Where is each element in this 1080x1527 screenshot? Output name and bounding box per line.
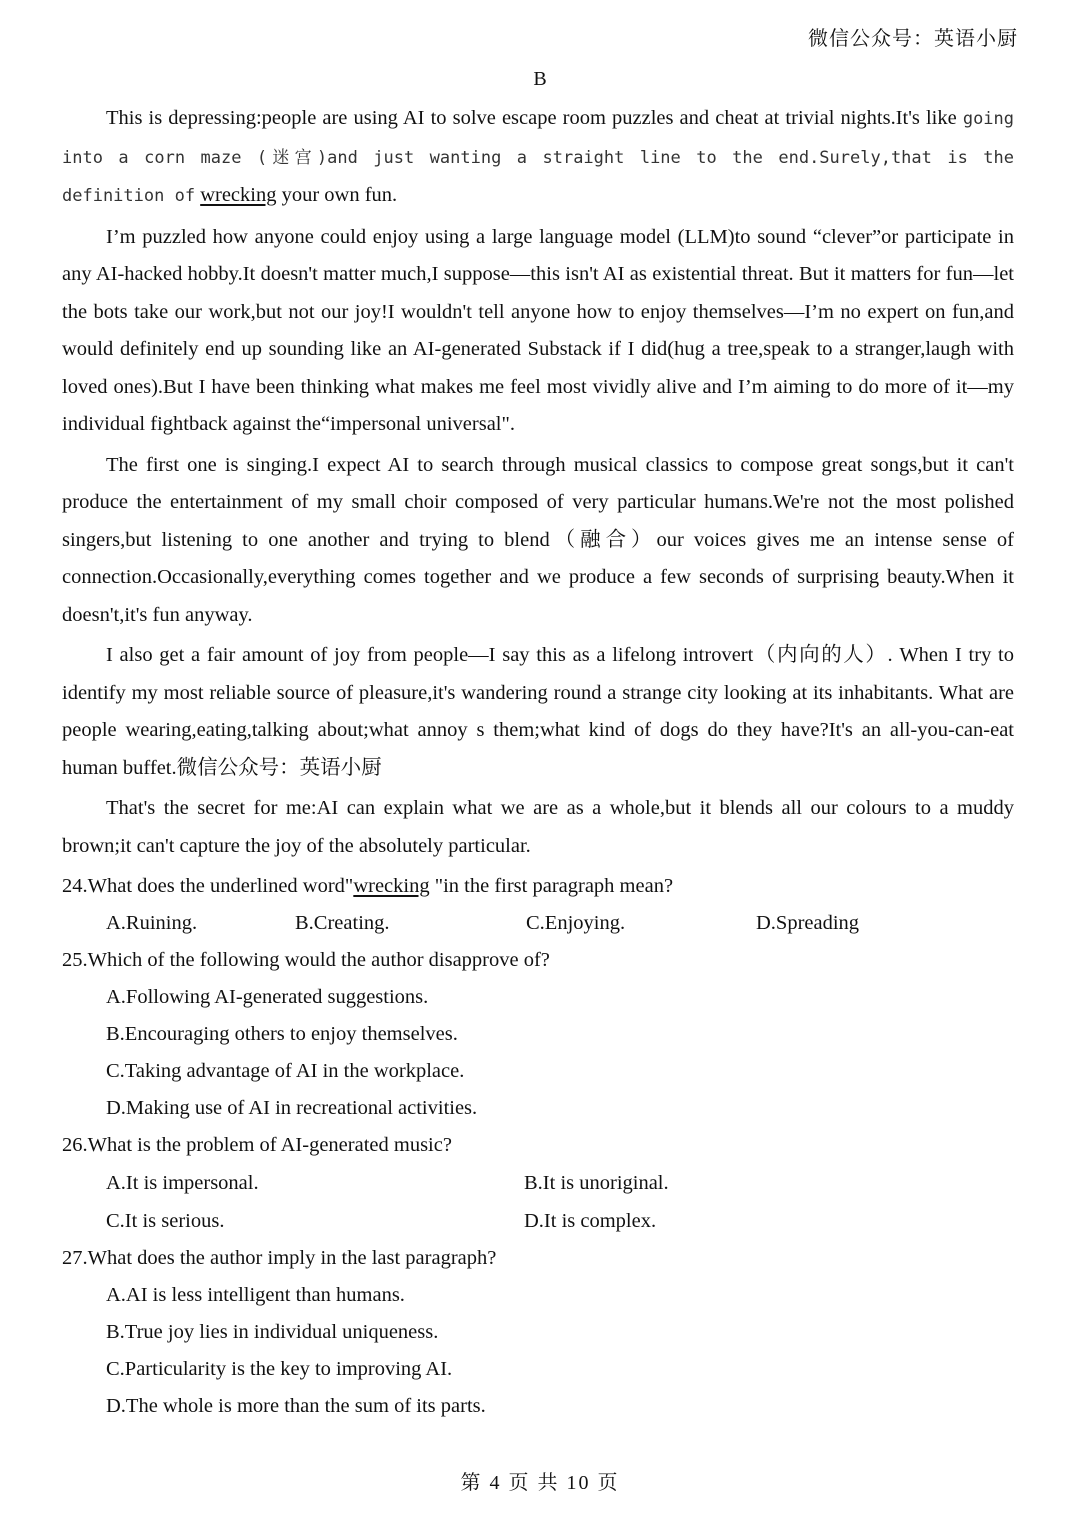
option-26-a: A.It is impersonal.	[106, 1172, 259, 1194]
question-26: 26.What is the problem of AI-generated music?	[62, 1134, 452, 1156]
paragraph-1-text-b: going into a corn maze (迷宫)and just wanting a straight line to the end.Surely,that is the definition of	[62, 109, 1015, 206]
option-27-a: A.AI is less intelligent than humans.	[106, 1284, 405, 1306]
paragraph-1	[62, 100, 1014, 216]
paragraph-5: That's the secret for me:AI can explain what we are as a whole,but it blends all our colours to a muddy brown;it can't capture the joy of the absolutely particular.	[62, 797, 1014, 857]
paragraph-3: The first one is singing.I expect AI to search through musical classics to compose great songs,but it can't produce the entertainment of my small choir composed of very particular humans.We're not the most polished singers,but listening to one another and trying to blend（融合）our voices gives me an intense sense of connection.Occasionally,everything comes together and we produce a few seconds of surprising beauty.When it doesn't,it's fun anyway.	[62, 453, 1014, 626]
option-27-c: C.Particularity is the key to improving AI.	[106, 1358, 453, 1380]
option-27-d: D.The whole is more than the sum of its parts.	[106, 1395, 486, 1417]
option-24-b: B.Creating.	[295, 912, 390, 934]
option-24-a: A.Ruining.	[106, 912, 198, 934]
question-24-stem-a: 24.What does the underlined word"	[62, 875, 354, 897]
question-27: 27.What does the author imply in the last paragraph?	[62, 1247, 497, 1269]
option-24-d: D.Spreading	[756, 912, 860, 934]
paragraph-2: I’m puzzled how anyone could enjoy using a large language model (LLM)to sound “clever”or participate in any AI-hacked hobby.It doesn't matter much,I suppose—this isn't AI as existential threat. But it matters for fun—let the bots take our work,but not our joy!I wouldn't tell anyone how to enjoy themselves—I’m no expert on fun,and would definitely end up sounding like an AI-generated Substack if I did(hug a tree,speak to a stranger,laugh with loved ones).But I have been thinking what makes me feel most vividly alive and I’m aiming to do more of it—my individual fightback against the“impersonal universal".	[62, 225, 1014, 435]
question-25: 25.Which of the following would the author disapprove of?	[62, 949, 550, 971]
question-24	[62, 868, 1014, 905]
option-26-c: C.It is serious.	[106, 1210, 225, 1232]
document-body	[62, 100, 1014, 1425]
option-25-d: D.Making use of AI in recreational activities.	[106, 1097, 478, 1119]
page-number-footer: 第 4 页 共 10 页	[460, 1472, 620, 1494]
question-26-options	[62, 1164, 1014, 1240]
paragraph-1-text-a: This is depressing:people are using AI to solve escape room puzzles and cheat at trivial nights.It's like	[106, 107, 957, 129]
question-24-options	[62, 905, 1014, 942]
underlined-word: wrecking	[200, 184, 277, 206]
option-26-d: D.It is complex.	[524, 1210, 657, 1232]
section-label: B	[533, 68, 547, 90]
paragraph-1-text-c: your own fun.	[281, 184, 398, 206]
paragraph-4: I also get a fair amount of joy from people—I say this as a lifelong introvert（内向的人）. When I try to identify my most reliable source of pleasure,it's wandering round a strange city looking at its inhabitants. What are people wearing,eating,talking about;what annoy s them;what kind of dogs do they have?It's an all-you-can-eat human buffet.微信公众号：英语小厨	[62, 644, 1014, 779]
watermark-header: 微信公众号：英语小厨	[808, 28, 1018, 50]
option-26-b: B.It is unoriginal.	[524, 1172, 669, 1194]
option-25-b: B.Encouraging others to enjoy themselves.	[106, 1023, 458, 1045]
question-24-stem-b: "in the first paragraph mean?	[429, 875, 674, 897]
option-27-b: B.True joy lies in individual uniqueness.	[106, 1321, 439, 1343]
option-25-a: A.Following AI-generated suggestions.	[106, 986, 429, 1008]
option-25-c: C.Taking advantage of AI in the workplace.	[106, 1060, 465, 1082]
question-24-underlined: wrecking	[353, 875, 430, 897]
option-24-c: C.Enjoying.	[526, 912, 626, 934]
